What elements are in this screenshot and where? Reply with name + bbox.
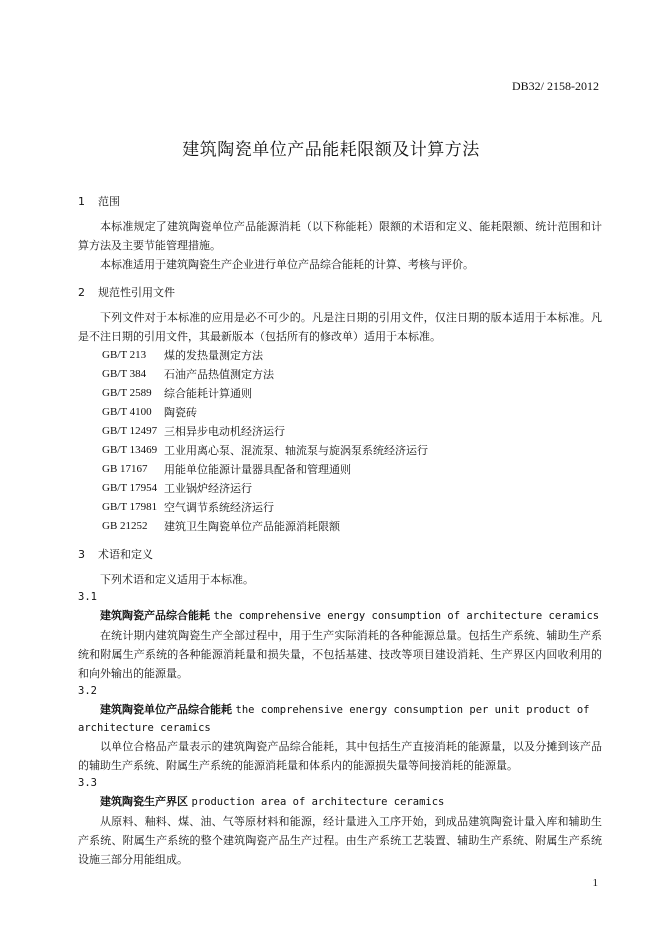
ref-code: GB/T 17981 [102,501,158,513]
ref-name: 用能单位能源计量器具配备和管理通则 [164,463,351,476]
term-en-continuation: architecture ceramics [78,722,211,734]
term-heading [78,792,602,812]
term-en: the comprehensive energy consumption per unit product of [235,704,590,716]
section-title: 术语和定义 [98,548,153,561]
ref-name: 工业用离心泵、混流泵、轴流泵与旋涡泵系统经济运行 [164,444,428,457]
list-item [102,346,602,365]
ref-code: GB/T 4100 [102,406,152,418]
list-item [102,498,602,517]
term-zh: 建筑陶瓷生产界区 [100,795,188,808]
term-number: 3.2 [78,685,97,697]
standard-number: DB32/ 2158-2012 [512,79,599,93]
term-en: production area of architecture ceramics [191,796,445,808]
ref-code: GB 17167 [102,463,148,475]
ref-name: 煤的发热量测定方法 [164,349,263,362]
ref-name: 石油产品热值测定方法 [164,368,274,381]
ref-code: GB/T 384 [102,368,147,380]
document-body [78,193,602,869]
ref-name: 建筑卫生陶瓷单位产品能源消耗限额 [164,520,340,533]
section-1-heading [78,193,602,211]
section-number: 1 [78,195,85,208]
term-definition: 在统计期内建筑陶瓷生产全部过程中，用于生产实际消耗的各种能源总量。包括生产系统、辅助生产系统和附属生产系统的各种能源消耗量和损失量，不包括基建、技改等项目建设消耗、生产界区内回收利用的和向外输出的能源量。 [78,629,602,680]
ref-name: 空气调节系统经济运行 [164,501,274,514]
ref-name: 三相异步电动机经济运行 [164,425,285,438]
ref-name: 工业锅炉经济运行 [164,482,252,495]
ref-code: GB/T 13469 [102,444,158,456]
term-heading [78,700,602,720]
section-title: 规范性引用文件 [98,286,175,299]
list-item [102,365,602,384]
ref-code: GB/T 2589 [102,387,152,399]
page-number: 1 [592,877,598,889]
list-item [102,441,602,460]
section-3-heading [78,546,602,564]
term-number: 3.1 [78,591,97,603]
section-3-intro: 下列术语和定义适用于本标准。 [100,573,254,586]
term-heading [78,606,602,626]
section-number: 2 [78,286,85,299]
term-number: 3.3 [78,777,97,789]
ref-name: 综合能耗计算通则 [164,387,252,400]
term-zh: 建筑陶瓷单位产品综合能耗 [100,703,232,716]
term-definition: 从原料、釉料、煤、油、气等原材料和能源，经计量进入工序开始，到成品建筑陶瓷计量入库和辅助生产系统、附属生产系统的整个建筑陶瓷产品生产过程。由生产系统工艺装置、辅助生产系统、附属生产系统设施三部分用能组成。 [78,815,602,866]
ref-name: 陶瓷砖 [164,406,197,419]
section-title: 范围 [98,195,120,208]
list-item [102,422,602,441]
list-item [102,517,602,536]
ref-code: GB/T 17954 [102,482,158,494]
section-1-paragraph-1: 本标准规定了建筑陶瓷单位产品能源消耗（以下称能耗）限额的术语和定义、能耗限额、统计范围和计算方法及主要节能管理措施。 [78,220,602,252]
ref-code: GB/T 12497 [102,425,158,437]
ref-code: GB 21252 [102,520,148,532]
term-en: the comprehensive energy consumption of architecture ceramics [213,610,600,622]
list-item [102,403,602,422]
section-2-intro: 下列文件对于本标准的应用是必不可少的。凡是注日期的引用文件，仅注日期的版本适用于本标准。凡是不注日期的引用文件，其最新版本（包括所有的修改单）适用于本标准。 [78,311,602,343]
term-zh: 建筑陶瓷产品综合能耗 [100,609,210,622]
section-1-paragraph-2: 本标准适用于建筑陶瓷生产企业进行单位产品综合能耗的计算、考核与评价。 [100,258,474,271]
list-item [102,460,602,479]
document-title: 建筑陶瓷单位产品能耗限额及计算方法 [182,140,480,160]
section-2-heading [78,284,602,302]
reference-list [78,346,602,536]
list-item [102,479,602,498]
list-item [102,384,602,403]
ref-code: GB/T 213 [102,349,147,361]
term-definition: 以单位合格品产量表示的建筑陶瓷产品综合能耗，其中包括生产直接消耗的能源量，以及分摊到该产品的辅助生产系统、附属生产系统的能源消耗量和体系内的能源损失量等间接消耗的能源量。 [78,740,602,772]
section-number: 3 [78,548,85,561]
